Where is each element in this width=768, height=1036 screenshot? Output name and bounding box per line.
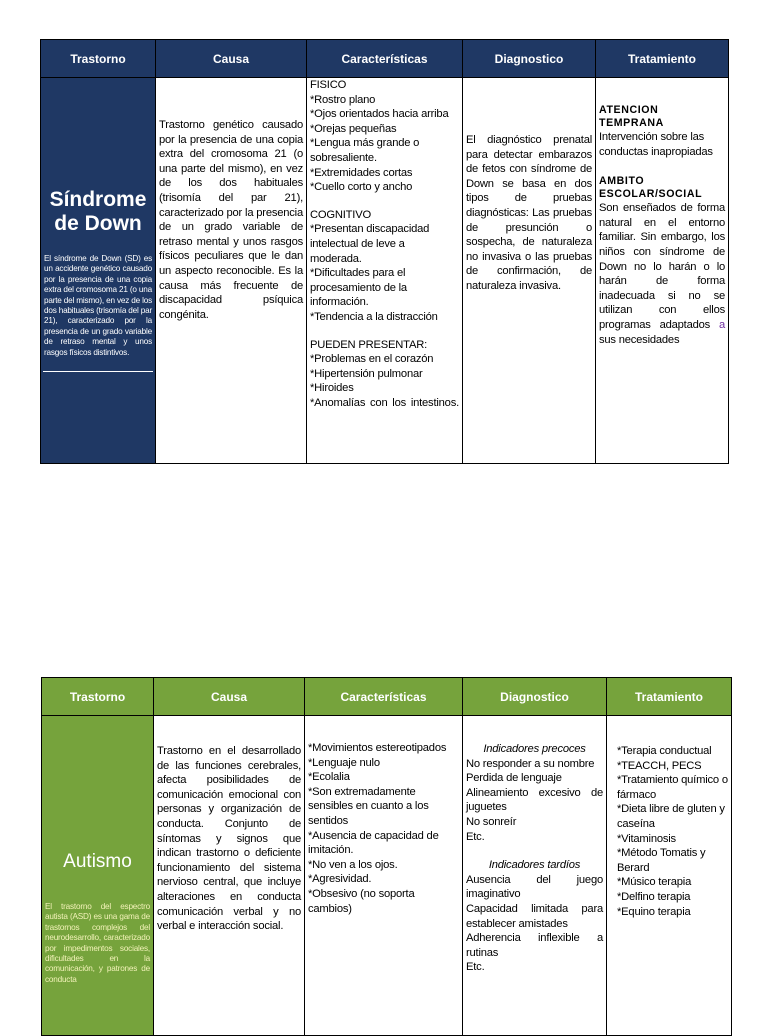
down-cognitivo-heading: COGNITIVO <box>310 208 371 221</box>
autismo-caracteristica-item: *Ecolalia <box>308 771 350 784</box>
header-trastorno: Trastorno <box>42 678 154 716</box>
autismo-tardios-heading: Indicadores tardíos <box>488 859 581 872</box>
autismo-tratamiento-cell <box>607 716 732 1036</box>
down-summary: El síndrome de Down (SD) es un accidente genético causado por la presencia de una copia extra del cromosoma 21 (o una parte del mismo), en vez de los dos habituales (trisomía del par 21), caracterizado por la presencia de un grado variable de retraso mental y unos rasgos físicos distintivos. <box>44 254 152 357</box>
header-diagnostico: Diagnostico <box>463 678 607 716</box>
autismo-tratamiento-item: *Terapia conductual <box>617 745 712 757</box>
down-causa-cell <box>156 78 307 464</box>
autismo-precoz-item: Alineamiento excesivo de juguetes <box>466 786 603 814</box>
autismo-caracteristica-item: *Agresividad. <box>308 873 372 886</box>
down-pueden-item: *Hiroides <box>310 382 354 395</box>
autismo-precoz-item: Perdida de lenguaje <box>466 772 562 785</box>
down-tratamiento-text-2-main: Son enseñados de forma natural en el entorno familiar. Sin embargo, los niños con síndrome de Down no lo harán o lo harán de forma inadecuada si no se utilizan con ellos programas adaptados <box>599 202 725 331</box>
autismo-tratamiento-item: *Delfino terapia <box>617 890 691 903</box>
autismo-causa-text: Trastorno en el desarrollado de las funciones cerebrales, afecta posibilidades de comunicación emocional con personas y organización de conducta. Conjunto de síntomas y signos que indican trastorno o deficiente funcionamiento del sistema nervioso central, que incluye alteraciones en conducta comunicación verbal y no verbal e interacción social. <box>157 745 301 933</box>
header-tratamiento: Tratamiento <box>607 678 732 716</box>
down-pueden-item: *Problemas en el corazón <box>310 353 434 366</box>
autismo-caracteristica-item: *Son extremadamente sensibles en cuanto a los sentidos <box>308 785 429 827</box>
down-fisico-item: *Orejas pequeñas <box>310 122 397 135</box>
down-header-row <box>41 40 729 78</box>
down-table <box>40 39 729 464</box>
down-tratamiento-heading-1: ATENCION TEMPRANA <box>599 104 664 129</box>
down-tratamiento-cell <box>596 78 729 464</box>
autismo-tratamiento-item: *Equino terapia <box>617 905 691 918</box>
autismo-summary: El trastorno del espectro autista (ASD) es una gama de trastornos complejos del neurodesarrollo, caracterizado por impedimentos sociales, dificultades en la comunicación, y patrones de conducta <box>45 902 150 984</box>
down-fisico-item: *Cuello corto y ancho <box>310 181 413 194</box>
down-diagnostico-text: El diagnóstico prenatal para detectar embarazos de fetos con síndrome de Down se basa en dos tipos de pruebas diagnósticas: Las pruebas de presunción o sospecha, de naturaleza no invasiva o las pruebas de confirmación, de naturaleza invasiva. <box>466 134 592 292</box>
autismo-tardio-item: Etc. <box>466 961 485 974</box>
down-pueden-item: *Hipertensión pulmonar <box>310 367 423 380</box>
header-tratamiento: Tratamiento <box>596 40 729 78</box>
header-trastorno: Trastorno <box>41 40 156 78</box>
autismo-caracteristica-item: *Lenguaje nulo <box>308 756 380 769</box>
autismo-precoces-heading: Indicadores precoces <box>483 743 586 755</box>
down-tratamiento-text-2-end: sus necesidades <box>599 333 680 346</box>
autismo-tratamiento-item: *Tratamiento químico o fármaco <box>617 774 728 801</box>
header-caracteristicas: Características <box>305 678 463 716</box>
autismo-caracteristica-item: *Movimientos estereotipados <box>308 742 447 754</box>
down-tratamiento-text-1: Intervención sobre las conductas inapropiadas <box>599 131 713 158</box>
down-fisico-heading: FISICO <box>310 79 347 91</box>
autismo-caracteristica-item: *Ausencia de capacidad de imitación. <box>308 829 439 857</box>
autismo-tardio-item: Ausencia del juego imaginativo <box>466 873 603 901</box>
autismo-precoz-item: Etc. <box>466 830 485 843</box>
down-tratamiento-heading-2: AMBITO ESCOLAR/SOCIAL <box>599 175 703 201</box>
autismo-tratamiento-item: *Dieta libre de gluten y caseína <box>617 803 725 830</box>
down-pueden-heading: PUEDEN PRESENTAR: <box>310 338 427 351</box>
autismo-content-row <box>42 716 732 1036</box>
down-fisico-item: *Rostro plano <box>310 93 376 106</box>
autismo-title: Autismo <box>63 851 132 872</box>
down-title: Síndrome de Down <box>49 188 147 235</box>
autismo-precoz-item: No sonreír <box>466 815 517 828</box>
down-fisico-item: *Extremidades cortas <box>310 166 413 179</box>
autismo-tardio-item: Capacidad limitada para establecer amistades <box>466 902 603 930</box>
down-tratamiento-text-2 <box>599 201 725 347</box>
autismo-tratamiento-item: *Vitaminosis <box>617 832 676 845</box>
autismo-tratamiento-item: *TEACCH, PECS <box>617 759 702 772</box>
autismo-precoz-item: No responder a su nombre <box>466 757 595 770</box>
header-causa: Causa <box>156 40 307 78</box>
autismo-table <box>41 677 732 1036</box>
autismo-caracteristica-item: *No ven a los ojos. <box>308 858 398 871</box>
down-causa-text: Trastorno genético causado por la presencia de una copia extra del cromosoma 21 (o una parte del mismo), en vez de los dos habituales (trisomía del par 21), caracterizado por la presencia de un grado variable de retraso mental y unos rasgos físicos peculiares que le dan un aspecto reconocible. Es la causa más frecuente de discapacidad psíquica congénita. <box>159 119 303 321</box>
autismo-diagnostico-cell <box>463 716 607 1036</box>
down-pueden-item: *Anomalías con los intestinos. <box>310 396 459 409</box>
header-caracteristicas: Características <box>307 40 463 78</box>
autismo-causa-cell <box>154 716 305 1036</box>
down-trastorno-cell <box>41 78 156 464</box>
down-cognitivo-item: *Dificultades para el procesamiento de la información. <box>310 267 407 309</box>
autismo-tardio-item: Adherencia inflexible a rutinas <box>466 932 603 959</box>
autismo-header-row <box>42 678 732 716</box>
down-summary-divider <box>43 371 153 372</box>
header-diagnostico: Diagnostico <box>463 40 596 78</box>
autismo-caracteristica-item: *Obsesivo (no soporta cambios) <box>308 887 415 915</box>
autismo-tratamiento-item: *Músico terapia <box>617 876 692 889</box>
down-cognitivo-item: *Tendencia a la distracción <box>310 310 438 323</box>
header-causa: Causa <box>154 678 305 716</box>
down-tratamiento-text-2-a: a <box>718 318 725 331</box>
down-cognitivo-item: *Presentan discapacidad intelectual de leve a moderada. <box>310 223 430 265</box>
down-diagnostico-cell <box>463 78 596 464</box>
autismo-tratamiento-item: *Método Tomatis y Berard <box>617 847 706 874</box>
down-caracteristicas-cell <box>307 78 463 464</box>
autismo-caracteristicas-cell <box>305 716 463 1036</box>
down-fisico-item: *Ojos orientados hacia arriba <box>310 108 449 121</box>
down-content-row <box>41 78 729 464</box>
autismo-trastorno-cell <box>42 716 154 1036</box>
down-fisico-item: *Lengua más grande o sobresaliente. <box>310 137 420 164</box>
